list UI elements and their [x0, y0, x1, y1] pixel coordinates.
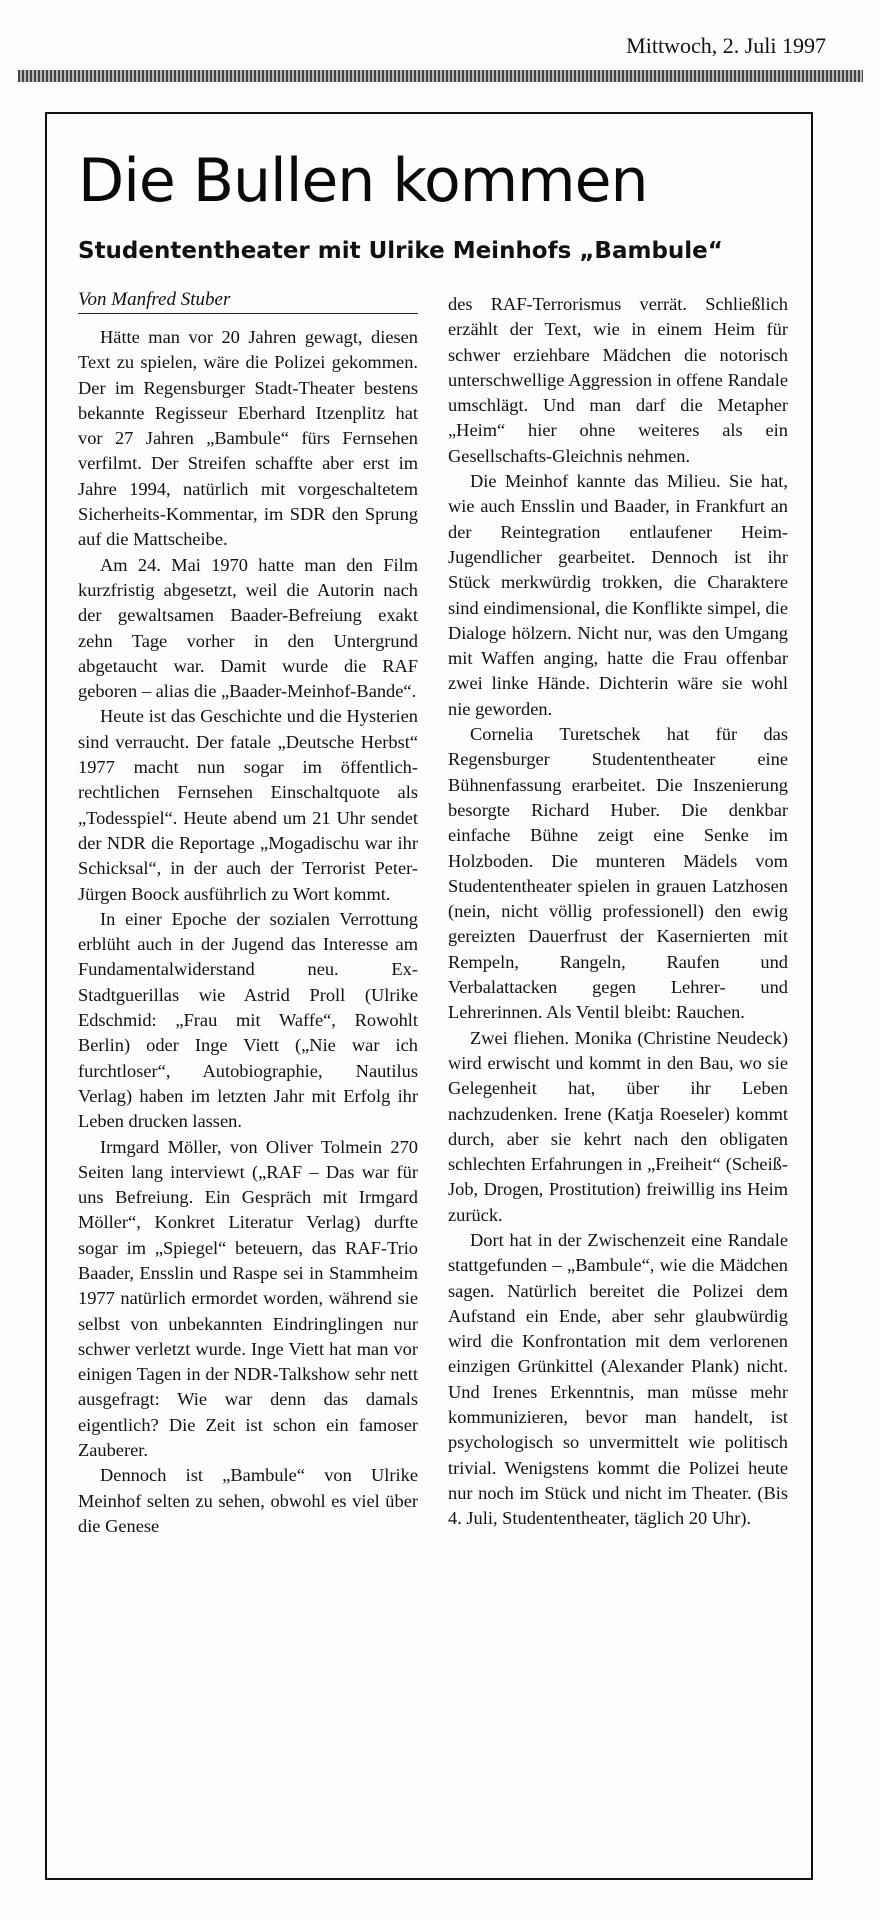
paragraph: In einer Epoche der sozialen Verrottung erblüht auch in der Jugend das Interesse am Fundamentalwiderstand neu. Ex-Stadtguerillas wie Astrid Proll (Ulrike Edschmid: „Frau mit Waffe“, Rowohlt Berlin) oder Inge Viett („Nie war ich furchtloser“, Autobiographie, Nautilus Verlag) haben im letzten Jahr mit Erfolg ihr Leben drucken lassen. [78, 908, 418, 1132]
paragraph: Heute ist das Geschichte und die Hysterien sind verraucht. Der fatale „Deutsche Herbst“ 1977 macht nun sogar im öffentlich-rechtlichen Fernsehen Einschaltquote als „Todesspiel“. Heute abend um 21 Uhr sendet der NDR die Reportage „Mogadischu war ihr Schicksal“, in der auch der Terrorist Peter-Jürgen Boock ausführlich zu Wort kommt. [78, 706, 418, 904]
subheadline: Studententheater mit Ulrike Meinhofs „Bambule“ [78, 238, 723, 264]
dateline: Mittwoch, 2. Juli 1997 [626, 33, 826, 58]
headline: Die Bullen kommen [78, 146, 648, 216]
header-rule [18, 70, 863, 82]
article-column-right [448, 292, 788, 1532]
paragraph: Dennoch ist „Bambule“ von Ulrike Meinhof selten zu sehen, obwohl es viel über die Genese [78, 1465, 418, 1536]
paragraph: Am 24. Mai 1970 hatte man den Film kurzfristig abgesetzt, weil die Autorin nach der gewaltsamen Baader-Befreiung exakt zehn Tage vorher in den Untergrund abgetaucht war. Damit wurde die RAF geboren – alias die „Baader-Meinhof-Bande“. [78, 554, 418, 702]
paragraph: Irmgard Möller, von Oliver Tolmein 270 Seiten lang interviewt („RAF – Das war für uns Befreiung. Ein Gespräch mit Irmgard Möller“, Konkret Literatur Verlag) durfte sogar im „Spiegel“ beteuern, das RAF-Trio Baader, Ensslin und Raspe sei in Stammheim 1977 natürlich ermordet worden, während sie selbst von unbekannten Eindringlingen nur schwer verletzt wurde. Inge Viett hat man vor einigen Tagen in der NDR-Talkshow sehr nett ausgefragt: Wie war denn das damals eigentlich? Die Zeit ist schon ein famoser Zauberer. [78, 1136, 418, 1461]
byline-rule [78, 313, 418, 314]
paragraph: Hätte man vor 20 Jahren gewagt, diesen Text zu spielen, wäre die Polizei gekommen. Der im Regensburger Stadt-Theater bestens bekannte Regisseur Eberhard Itzenplitz hat vor 27 Jahren „Bambule“ fürs Fernsehen verfilmt. Der Streifen schaffte aber erst im Jahre 1994, natürlich mit vorgeschaltetem Sicherheits-Kommentar, im SDR den Sprung auf die Mattscheibe. [78, 327, 418, 550]
paragraph: des RAF-Terrorismus verrät. Schließlich erzählt der Text, wie in einem Heim für schwer erziehbare Mädchen die notorisch unterschwellige Aggression in offene Randale umschlägt. Und man darf die Metapher „Heim“ hier ohne weiteres als ein Gesellschafts-Gleichnis nehmen. [448, 294, 788, 466]
article-column-left [78, 325, 418, 1539]
byline: Von Manfred Stuber [78, 289, 231, 310]
paragraph: Zwei fliehen. Monika (Christine Neudeck) wird erwischt und kommt in den Bau, wo sie Gelegenheit hat, über ihr Leben nachzudenken. Irene (Katja Roeseler) kommt durch, aber sie kehrt nach den obligaten schlechten Erfahrungen in „Freiheit“ (Scheiß-Job, Drogen, Prostitution) freiwillig ins Heim zurück. [448, 1027, 788, 1225]
paragraph: Cornelia Turetschek hat für das Regensburger Studententheater eine Bühnenfassung erarbeitet. Die Inszenierung besorgte Richard Huber. Die denkbar einfache Bühne zeigt eine Senke im Holzboden. Die munteren Mädels vom Studententheater spielen in grauen Latzhosen (nein, nicht völlig professionell) den ewig gereizten Dauerfrust der Kasernierten mit Rempeln, Rangeln, Raufen und Verbalattacken gegen Lehrer- und Lehrerinnen. Als Ventil bleibt: Rauchen. [448, 724, 788, 1023]
paragraph: Dort hat in der Zwischenzeit eine Randale stattgefunden – „Bambule“, wie die Mädchen sagen. Natürlich bereitet die Polizei dem Aufstand ein Ende, aber sehr glaubwürdig wird die Konfrontation mit dem verlorenen einzigen Grünkittel (Alexander Plank) nicht. Und Irenes Erkenntnis, man müsse mehr kommunizieren, bevor man handelt, ist psychologisch so unvermittelt wie politisch trivial. Wenigstens kommt die Polizei heute nur noch im Stück und nicht im Theater. (Bis 4. Juli, Studententheater, täglich 20 Uhr). [448, 1229, 788, 1529]
paragraph: Die Meinhof kannte das Milieu. Sie hat, wie auch Ensslin und Baader, in Frankfurt an der Reintegration entlaufener Heim-Jugendlicher gearbeitet. Dennoch ist ihr Stück merkwürdig trokken, die Charaktere sind eindimensional, die Konflikte simpel, die Dialoge hölzern. Nicht nur, was den Umgang mit Waffen anging, hatte die Frau offenbar zwei linke Hände. Dichterin wäre sie wohl nie geworden. [448, 471, 788, 719]
